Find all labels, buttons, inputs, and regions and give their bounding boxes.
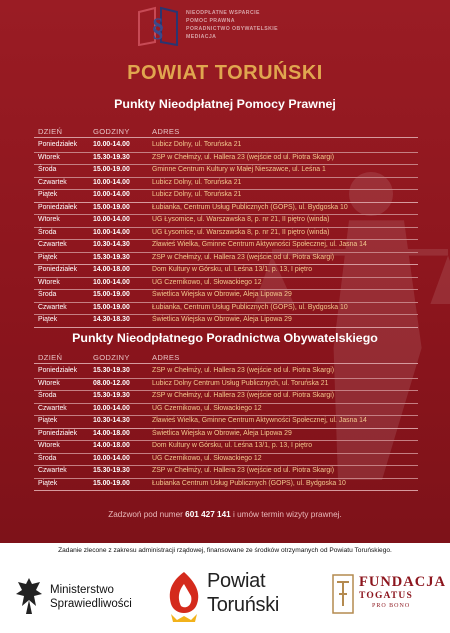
cell-hours: 08.00-12.00	[93, 379, 130, 387]
cell-address: Gminne Centrum Kultury w Małej Nieszawce, ul. Leśna 1	[152, 166, 326, 173]
county-title: POWIAT TORUŃSKI	[127, 62, 323, 84]
cell-day: Poniedziałek	[38, 429, 78, 437]
cell-address: Łubianka, Centrum Usług Publicznych (GOPS), ul. Bydgoska 10	[152, 303, 348, 311]
table-row	[34, 366, 424, 376]
cell-address: ZSP w Chełmży, ul. Hallera 23 (wejście od ul. Piotra Skargi)	[152, 367, 335, 374]
cell-address: Lubicz Dolny, ul. Toruńska 21	[152, 191, 242, 198]
table-row	[34, 215, 424, 225]
cell-day: Poniedziałek	[38, 203, 78, 211]
cell-hours: 15.30-19.30	[93, 367, 130, 374]
cell-hours: 10.00-14.00	[93, 278, 130, 286]
header-rule	[34, 137, 418, 138]
cell-hours: 14.00-18.00	[93, 442, 130, 449]
cell-address: Łubianka, Centrum Usług Publicznych (GOPS), ul. Bydgoska 10	[152, 203, 348, 211]
cell-day: Poniedziałek	[38, 141, 78, 148]
table-row	[34, 228, 424, 238]
powiat-line1: Powiat	[207, 570, 266, 592]
table-row	[34, 153, 424, 163]
logo-line-1: NIEODPŁATNE WSPARCIE	[186, 10, 260, 16]
table-row	[34, 391, 424, 401]
row-divider	[34, 327, 418, 328]
cell-day: Poniedziałek	[38, 266, 78, 273]
table-row	[34, 429, 424, 439]
cell-address: UG Czernikowo, ul. Słowackiego 12	[152, 278, 262, 286]
cell-address: UG Czernikowo, ul. Słowackiego 12	[152, 404, 262, 412]
col-head-day: DZIEŃ	[38, 127, 63, 136]
table-row	[34, 416, 424, 426]
table-row	[34, 190, 424, 200]
table-row	[34, 253, 424, 263]
cell-hours: 14.00-18.00	[93, 266, 130, 273]
cell-hours: 15.00-19.00	[93, 303, 130, 311]
cell-day: Piątek	[38, 479, 58, 487]
powiat-emblem-icon	[165, 570, 203, 624]
table-row	[34, 290, 424, 300]
cell-hours: 15.30-19.30	[93, 392, 130, 399]
cell-hours: 15.00-19.00	[93, 203, 130, 211]
cell-hours: 10.00-14.00	[93, 141, 130, 148]
cell-hours: 15.00-19.00	[93, 479, 130, 487]
table-row	[34, 140, 424, 150]
cell-day: Czwartek	[38, 467, 67, 474]
table-row	[34, 404, 424, 414]
header-rule-2	[34, 363, 418, 364]
cell-address: ZSP w Chełmży, ul. Hallera 23 (wejście od ul. Piotra Skargi)	[152, 253, 335, 261]
cell-day: Środa	[38, 228, 57, 236]
row-divider	[34, 490, 418, 491]
table-row	[34, 240, 424, 250]
fundacja-line3: PRO BONO	[372, 603, 411, 609]
table-row	[34, 165, 424, 175]
cell-hours: 10.30-14.30	[93, 417, 130, 424]
cell-hours: 10.00-14.00	[93, 216, 130, 223]
cell-hours: 10.00-14.00	[93, 404, 130, 412]
table-row	[34, 265, 424, 275]
cell-day: Wtorek	[38, 278, 60, 286]
cell-day: Piątek	[38, 316, 58, 323]
cell-day: Czwartek	[38, 178, 67, 186]
cell-day: Wtorek	[38, 442, 60, 449]
cell-day: Piątek	[38, 417, 58, 424]
cell-address: Lubicz Dolny, ul. Toruńska 21	[152, 178, 242, 186]
cell-day: Poniedziałek	[38, 367, 78, 374]
cell-hours: 10.30-14.30	[93, 241, 130, 248]
cell-hours: 10.00-14.00	[93, 228, 130, 236]
cell-hours: 10.00-14.00	[93, 178, 130, 186]
togatus-monogram-icon	[332, 574, 354, 614]
cell-address: Lubicz Dolny, ul. Toruńska 21	[152, 141, 242, 148]
col-head-address-2: ADRES	[152, 353, 180, 362]
funding-note: Zadanie zlecone z zakresu administracji rządowej, finansowane ze środków otrzymanych od Powiatu Toruńskiego.	[58, 547, 392, 554]
cell-address: Dom Kultury w Górsku, ul. Leśna 13/1, p. 13, I piętro	[152, 266, 313, 273]
fundacja-line1: FUNDACJA	[359, 574, 446, 590]
cell-hours: 10.00-14.00	[93, 454, 130, 462]
cell-day: Środa	[38, 454, 57, 462]
svg-text:§: §	[151, 13, 165, 42]
cell-day: Czwartek	[38, 241, 67, 248]
table-row	[34, 315, 424, 325]
table-row	[34, 379, 424, 389]
contact-line	[0, 510, 450, 519]
powiat-line2: Toruński	[207, 594, 280, 616]
table-row	[34, 466, 424, 476]
table-row	[34, 178, 424, 188]
cell-address: Zławieś Wielka, Gminne Centrum Aktywności Społecznej, ul. Jasna 14	[152, 241, 367, 248]
table-row	[34, 479, 424, 489]
cell-address: ZSP w Chełmży, ul. Hallera 23 (wejście od ul. Piotra Skargi)	[152, 467, 335, 474]
cell-hours: 15.00-19.00	[93, 166, 130, 173]
col-head-hours: GODZINY	[93, 127, 130, 136]
cell-address: Łubianka Centrum Usług Publicznych (GOPS), ul. Bydgoska 10	[152, 479, 346, 487]
contact-prefix: Zadzwoń pod numer	[108, 510, 183, 519]
table-row	[34, 454, 424, 464]
cell-address: ZSP w Chełmży, ul. Hallera 23 (wejście od ul. Piotra Skargi)	[152, 392, 335, 399]
col-head-hours-2: GODZINY	[93, 353, 130, 362]
ministry-line2: Sprawiedliwości	[50, 598, 132, 610]
table-row	[34, 441, 424, 451]
cell-address: Świetlica Wiejska w Obrowie, Aleja Lipowa 29	[152, 316, 292, 323]
ministry-line1: Ministerstwo	[50, 584, 114, 596]
cell-day: Środa	[38, 166, 57, 173]
col-head-day-2: DZIEŃ	[38, 353, 63, 362]
cell-address: Dom Kultury w Górsku, ul. Leśna 13/1, p. 13, I piętro	[152, 442, 313, 449]
cell-hours: 15.00-19.00	[93, 291, 130, 298]
cell-address: Lubicz Dolny Centrum Usług Publicznych, ul. Toruńska 21	[152, 379, 329, 387]
cell-day: Wtorek	[38, 153, 60, 161]
cell-day: Wtorek	[38, 379, 60, 387]
civic-advice-title: Punkty Nieodpłatnego Poradnictwa Obywatelskiego	[72, 331, 378, 345]
cell-day: Czwartek	[38, 303, 67, 311]
cell-address: Świetlica Wiejska w Obrowie, Aleja Lipowa 29	[152, 291, 292, 298]
cell-day: Środa	[38, 291, 57, 298]
fundacja-logo	[332, 572, 446, 620]
cell-day: Czwartek	[38, 404, 67, 412]
cell-day: Wtorek	[38, 216, 60, 223]
col-head-address: ADRES	[152, 127, 180, 136]
cell-hours: 10.00-14.00	[93, 191, 130, 198]
ministry-logo	[14, 574, 132, 618]
logo-line-4: MEDIACJA	[186, 34, 217, 40]
cell-address: UG Czernikowo, ul. Słowackiego 12	[152, 454, 262, 462]
logo-line-2: POMOC PRAWNA	[186, 18, 235, 24]
table-row	[34, 203, 424, 213]
cell-day: Piątek	[38, 253, 58, 261]
fundacja-line2: TOGATUS	[359, 591, 413, 601]
eagle-emblem-icon	[14, 574, 44, 618]
cell-hours: 15.30-19.30	[93, 467, 130, 474]
table-row	[34, 303, 424, 313]
cell-hours: 15.30-19.30	[93, 153, 130, 161]
cell-hours: 15.30-19.30	[93, 253, 130, 261]
powiat-logo	[165, 566, 315, 628]
contact-phone[interactable]: 601 427 141	[185, 510, 231, 519]
cell-hours: 14.30-18.30	[93, 316, 130, 323]
cell-address: Zławieś Wielka, Gminne Centrum Aktywności Społecznej, ul. Jasna 14	[152, 417, 367, 424]
cell-address: Świetlica Wiejska w Obrowie, Aleja Lipowa 29	[152, 429, 292, 437]
cell-day: Środa	[38, 392, 57, 399]
cell-day: Piątek	[38, 191, 58, 198]
cell-hours: 14.00-18.00	[93, 429, 130, 437]
logo-line-3: PORADNICTWO OBYWATELSKIE	[186, 26, 278, 32]
footer-logos	[0, 560, 450, 633]
table-row	[34, 278, 424, 288]
cell-address: UG Łysomice, ul. Warszawska 8, p. nr 21, II piętro (winda)	[152, 228, 330, 236]
cell-address: ZSP w Chełmży, ul. Hallera 23 (wejście od ul. Piotra Skargi)	[152, 153, 335, 161]
contact-suffix: i umów termin wizyty prawnej.	[232, 510, 342, 519]
cell-address: UG Łysomice, ul. Warszawska 8, p. nr 21, II piętro (winda)	[152, 216, 330, 223]
legal-aid-title: Punkty Nieodpłatnej Pomocy Prawnej	[114, 97, 336, 111]
section-paragraph-icon	[136, 6, 180, 46]
logo-block	[136, 6, 326, 50]
